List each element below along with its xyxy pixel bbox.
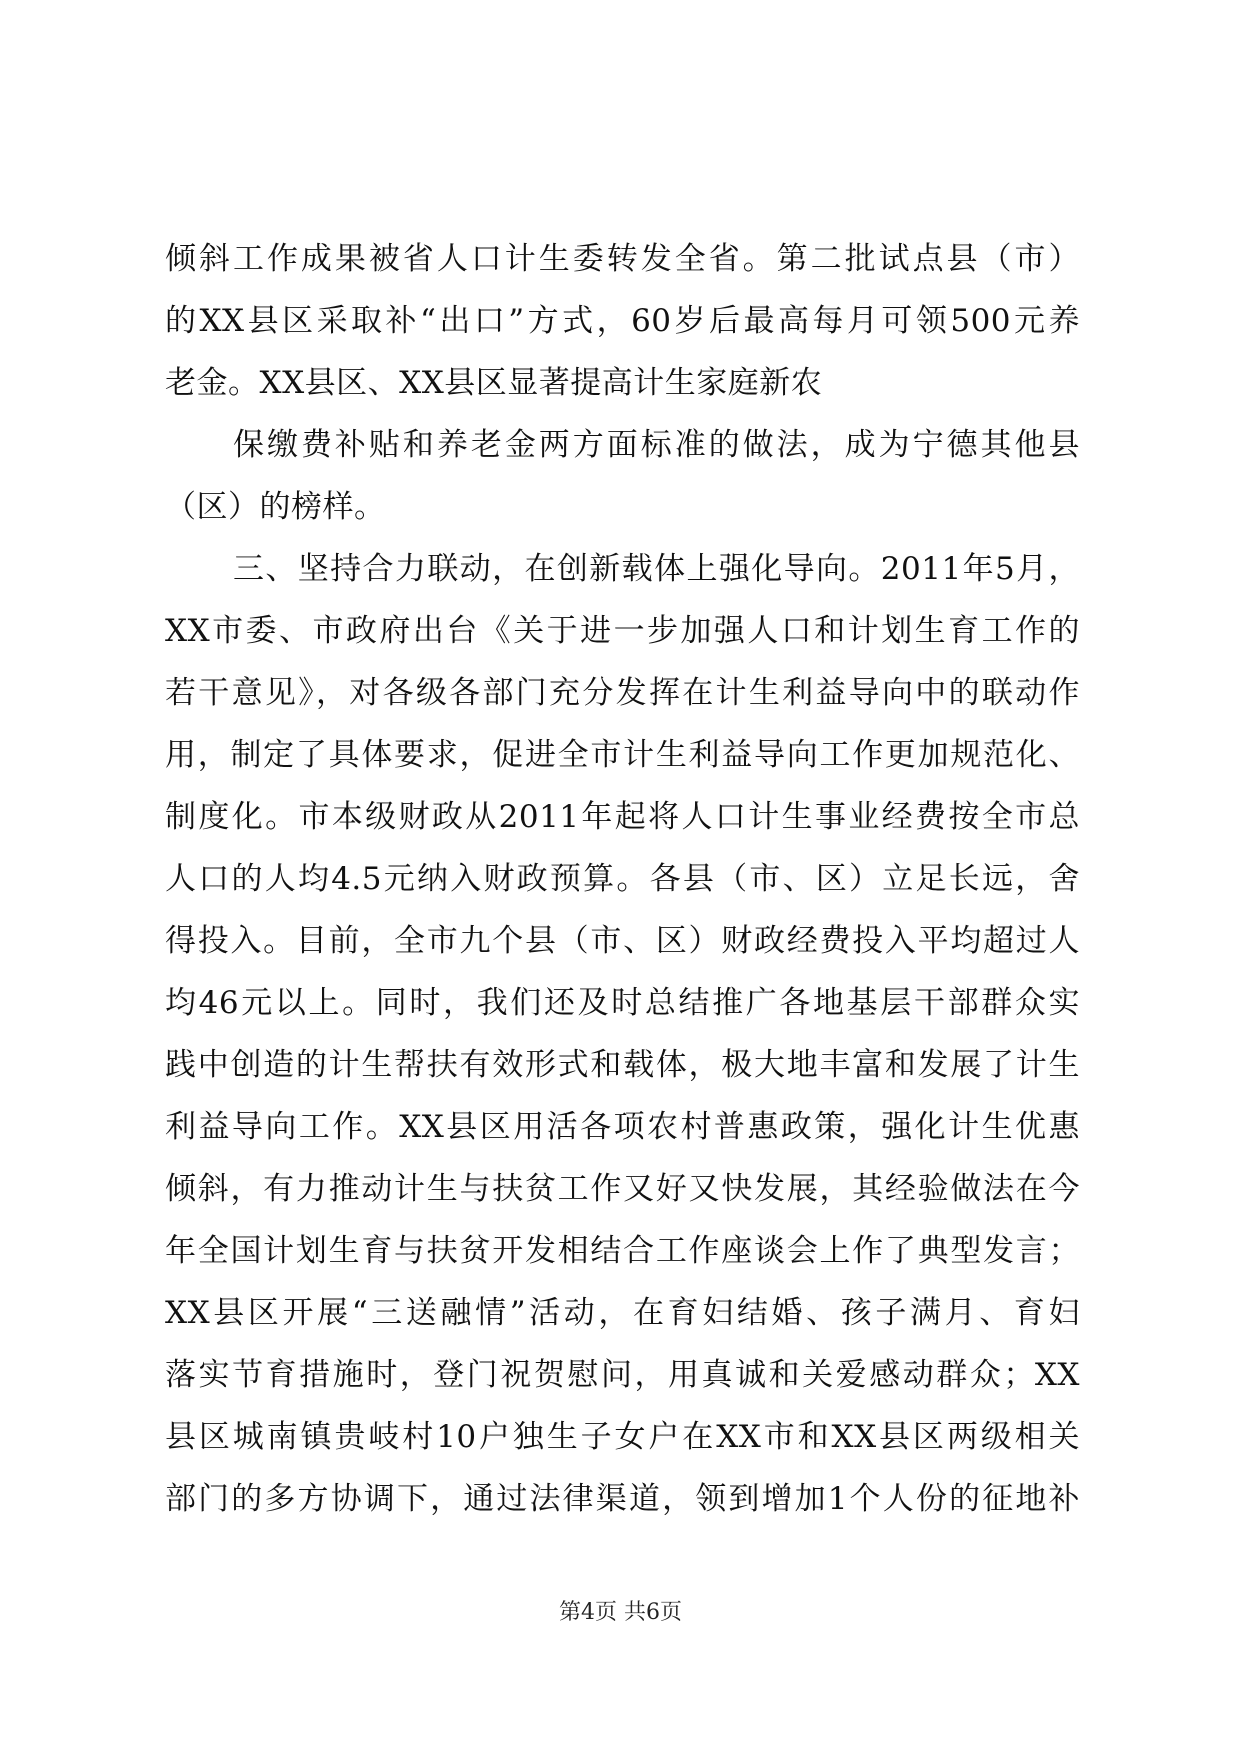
text-line: XX市委、市政府出台《关于进一步加强人口和计划生育工作的 — [165, 613, 1080, 649]
text-line: 得投入。目前，全市九个县（市、区）财政经费投入平均超过人 — [165, 923, 1080, 959]
text-line: 的XX县区采取补“出口”方式，60岁后最高每月可领500元养 — [165, 303, 1080, 339]
text-line: 利益导向工作。XX县区用活各项农村普惠政策，强化计生优惠 — [165, 1109, 1080, 1145]
text-line: 年全国计划生育与扶贫开发相结合工作座谈会上作了典型发言； — [165, 1233, 1080, 1269]
text-line: 践中创造的计生帮扶有效形式和载体，极大地丰富和发展了计生 — [165, 1047, 1080, 1083]
text-line: 保缴费补贴和养老金两方面标准的做法，成为宁德其他县 — [233, 427, 1080, 463]
text-line: XX县区开展“三送融情”活动，在育妇结婚、孩子满月、育妇 — [165, 1295, 1080, 1331]
text-line: 倾斜，有力推动计生与扶贫工作又好又快发展，其经验做法在今 — [165, 1171, 1080, 1207]
text-line: 人口的人均4.5元纳入财政预算。各县（市、区）立足长远，舍 — [165, 861, 1080, 897]
text-line: 制度化。市本级财政从2011年起将人口计生事业经费按全市总 — [165, 799, 1080, 835]
text-line: 落实节育措施时，登门祝贺慰问，用真诚和关爱感动群众；XX — [165, 1357, 1080, 1393]
text-line: 老金。XX县区、XX县区显著提高计生家庭新农 — [165, 365, 823, 401]
page-number-footer: 第4页 共6页 — [559, 1600, 682, 1625]
text-line: 若干意见》，对各级各部门充分发挥在计生利益导向中的联动作 — [165, 675, 1080, 711]
text-line: 县区城南镇贵岐村10户独生子女户在XX市和XX县区两级相关 — [165, 1419, 1080, 1455]
text-line: （区）的榜样。 — [165, 489, 386, 525]
text-line: 均46元以上。同时，我们还及时总结推广各地基层干部群众实 — [165, 985, 1080, 1021]
document-body — [165, 228, 1080, 1530]
text-line: 三、坚持合力联动，在创新载体上强化导向。2011年5月， — [233, 551, 1080, 587]
text-line: 倾斜工作成果被省人口计生委转发全省。第二批试点县（市） — [165, 241, 1080, 277]
text-line: 用，制定了具体要求，促进全市计生利益导向工作更加规范化、 — [165, 737, 1080, 773]
text-line: 部门的多方协调下，通过法律渠道，领到增加1个人份的征地补 — [165, 1481, 1080, 1517]
